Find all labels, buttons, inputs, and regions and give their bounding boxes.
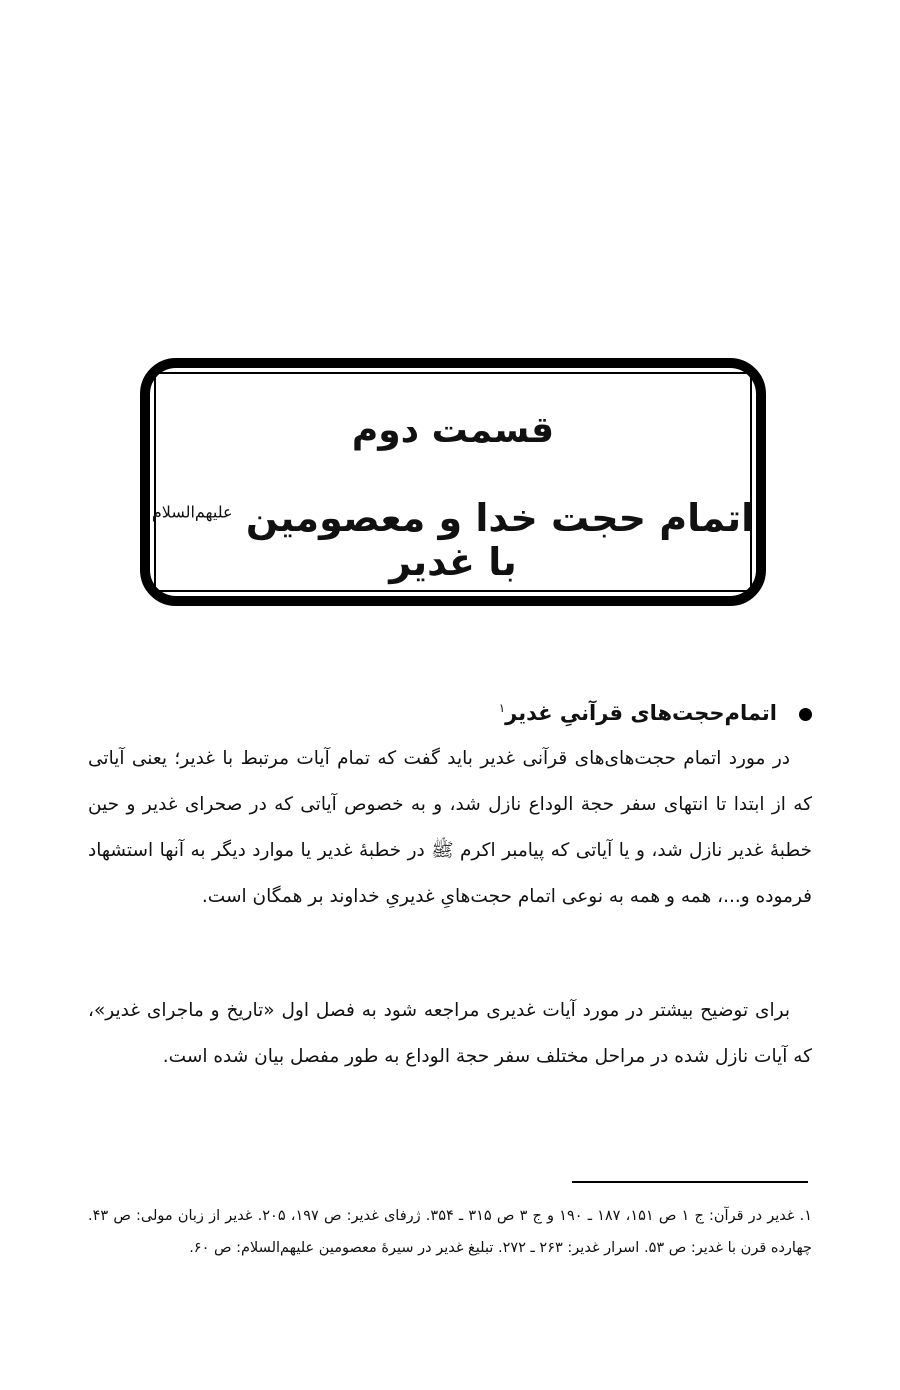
subsection-heading — [88, 690, 812, 731]
section-title — [150, 496, 756, 584]
section-title-main: اتمام حجت خدا و معصومین — [245, 496, 755, 540]
section-title-box — [140, 358, 766, 606]
footnote-divider — [572, 1181, 808, 1183]
footnote-ref: ۱ — [498, 701, 506, 715]
honorific-symbol: علیهم‌السلام — [151, 502, 233, 522]
footnote-text: ۱. غدیر در قرآن: ج ۱ ص ۱۵۱، ۱۸۷ ـ ۱۹۰ و ج ۳ ص ۳۱۵ ـ ۳۵۴. ژرفای غدیر: ص ۱۹۷، ۲۰۵. غدیر از زبان مولی: ص ۴۳. چهارده قرن با غدیر: ص ۵۳. اسرار غدیر: ۲۶۳ ـ ۲۷۲. تبلیغ غدیر در سیرۀ معصومین علیهم‌السلام: ص ۶۰. — [88, 1208, 813, 1256]
bullet-icon — [799, 708, 812, 721]
section-label: قسمت دوم — [351, 410, 555, 451]
body-paragraph-1: در مورد اتمام حجت‌های‌های قرآنی غدیر باید گفت که تمام آیات مرتبط با غدیر؛ یعنی آیاتی که از ابتدا تا انتهای سفر حجة الوداع نازل شد، و به خصوص آیاتی که در صحرای غدیر و حین خطبۀ غدیر نازل شد، و یا آیاتی که پیامبر اکرم ﷺ در خطبۀ غدیر یا موارد دیگر به آنها استشهاد فرموده و...، همه و همه به نوعی اتمام حجت‌هایِ غدیریِ خداوند بر همگان است. — [88, 748, 812, 907]
section-title-end: با غدیر — [389, 540, 517, 584]
body-paragraph-2: برای توضیح بیشتر در مورد آیات غدیری مراجعه شود به فصل اول «تاریخ و ماجرای غدیر»، که آیات نازل شده در مراحل مختلف سفر حجة الوداع به طور مفصل بیان شده است. — [88, 1000, 812, 1067]
heading-text: اتمام‌حجت‌های قرآنیِ غدیر — [505, 701, 777, 725]
